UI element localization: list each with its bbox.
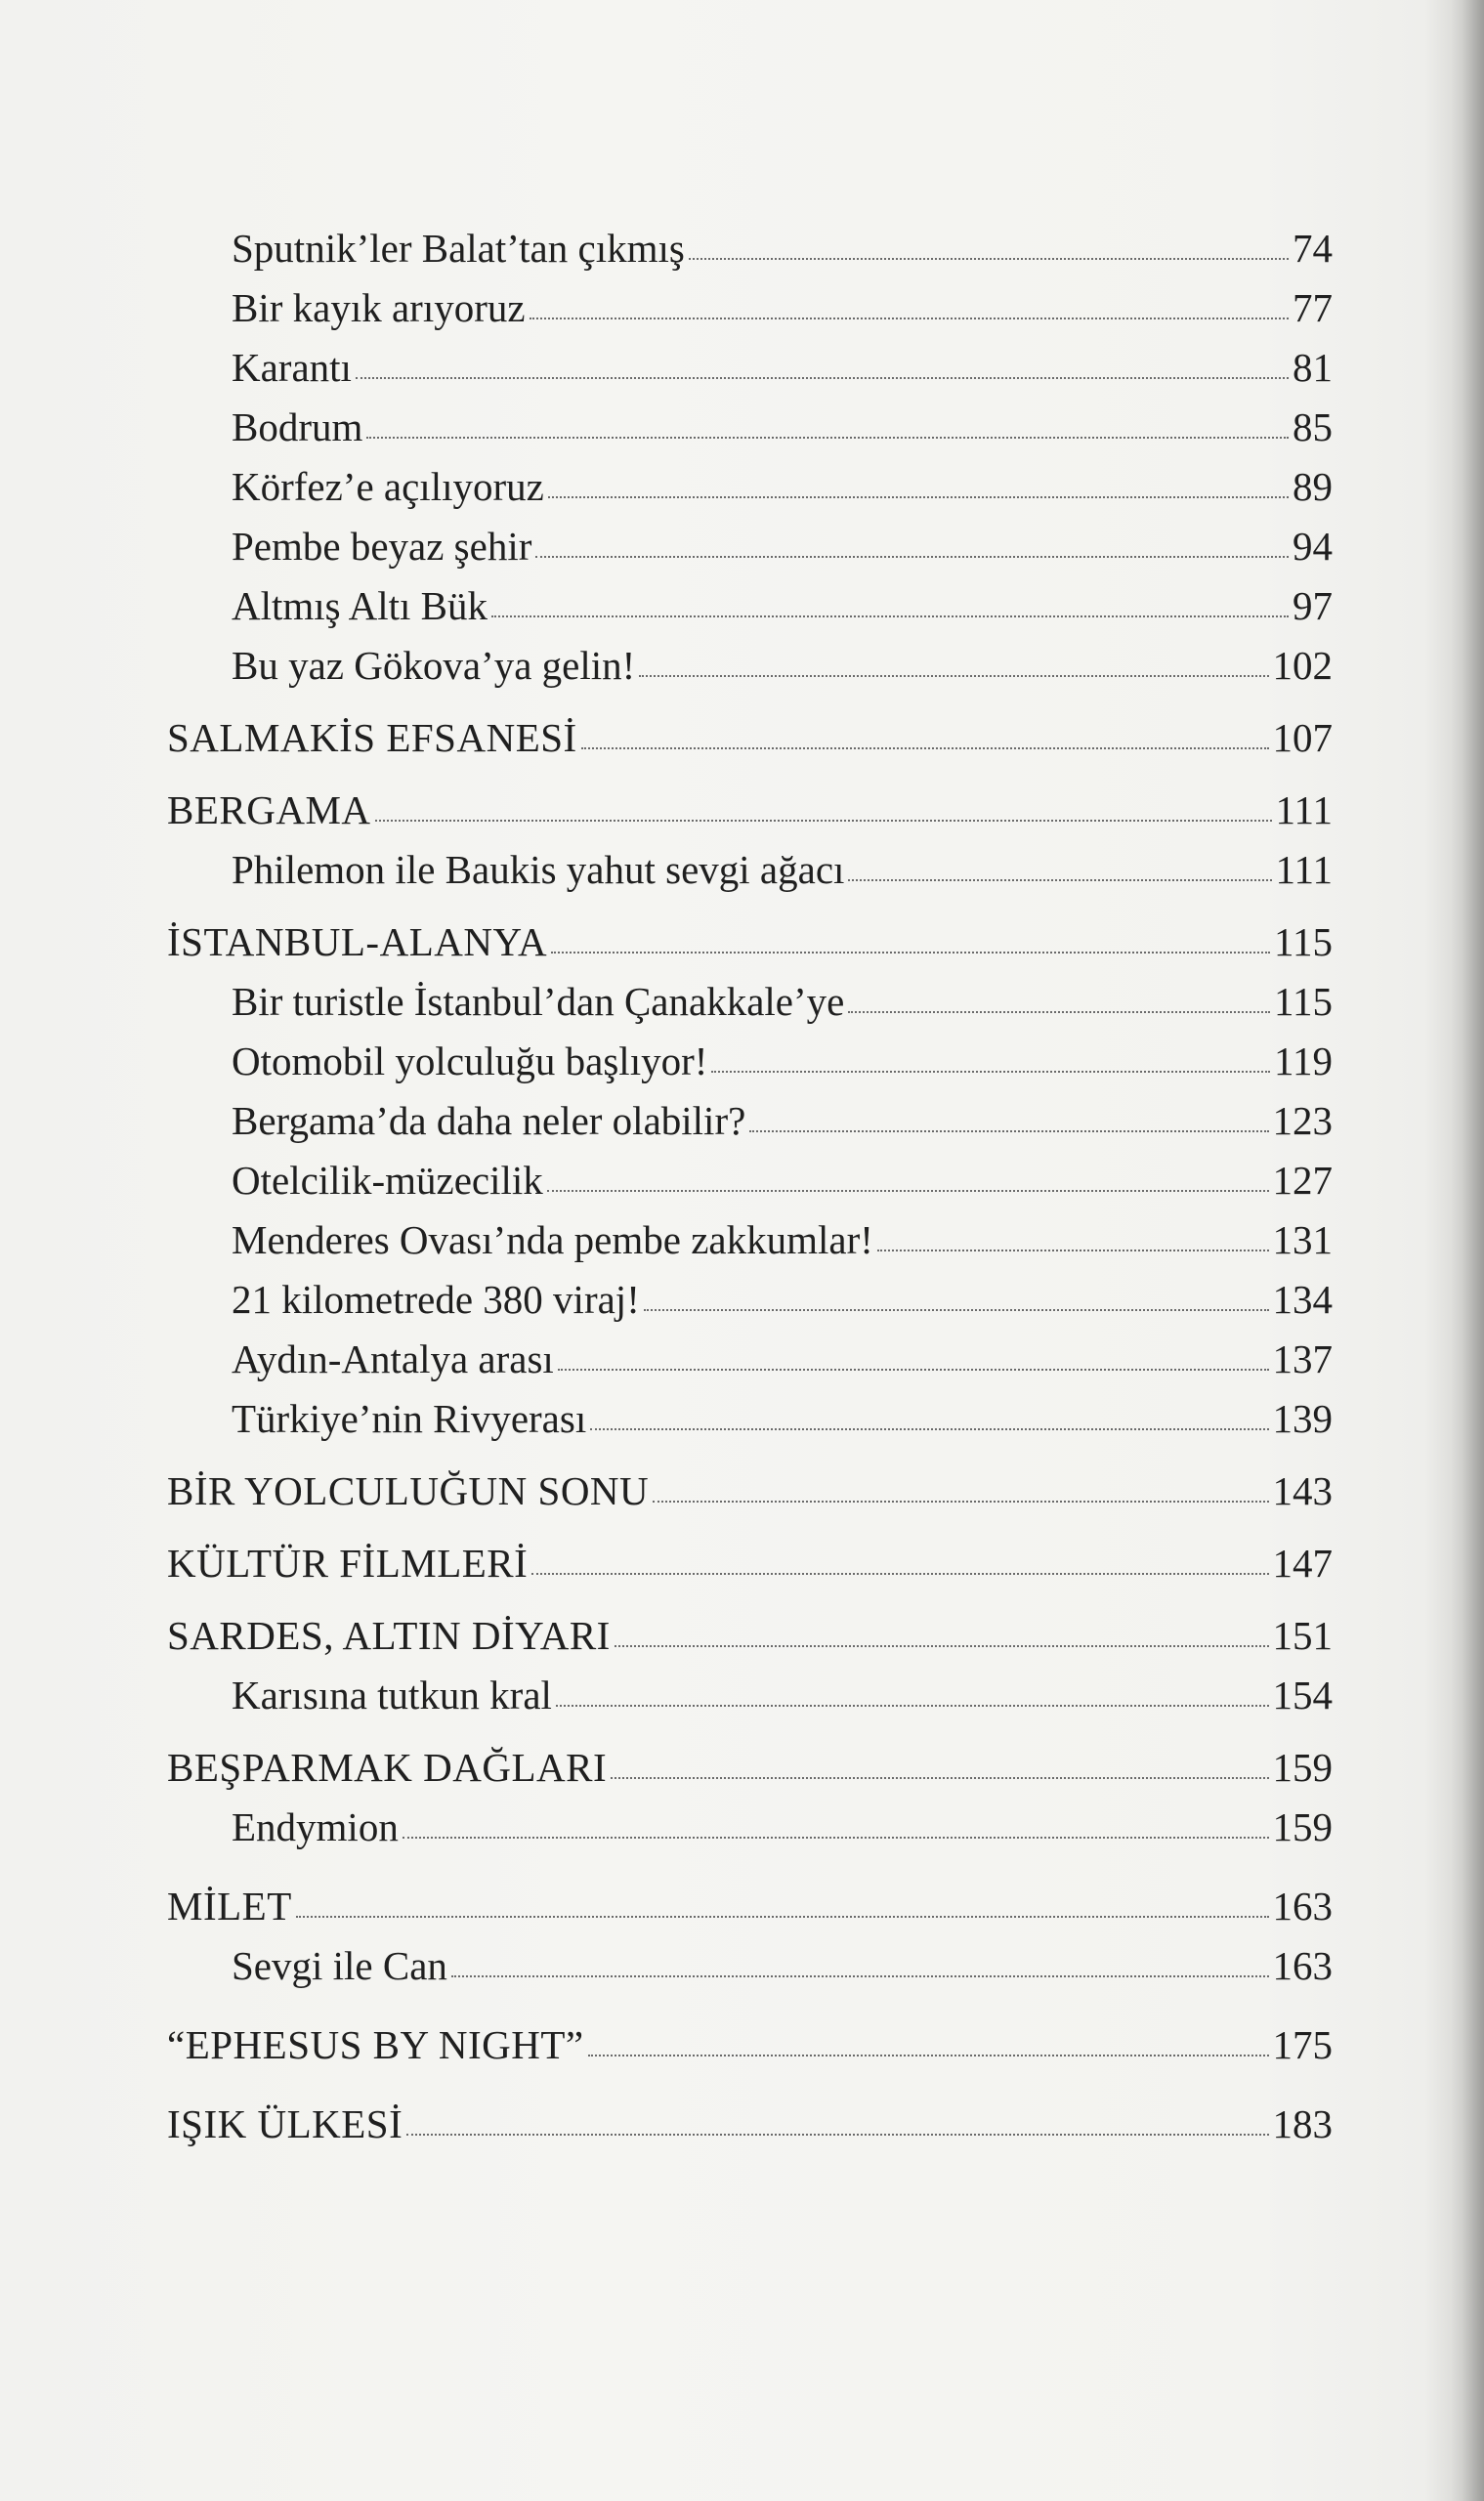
toc-section-entry (167, 1613, 1333, 1658)
toc-section-entry (167, 1541, 1333, 1586)
toc-subsection-entry (167, 404, 1333, 449)
toc-entry-title: Bodrum (232, 404, 363, 449)
dot-leader (588, 2055, 1269, 2056)
toc-subsection-entry (167, 1804, 1333, 1849)
toc-subsection-entry (167, 1943, 1333, 1988)
toc-entry-page-number: 159 (1272, 1804, 1333, 1849)
toc-subsection-entry (167, 583, 1333, 628)
dot-leader (547, 1190, 1269, 1192)
toc-entry-page-number: 159 (1272, 1745, 1333, 1790)
toc-entry-title: Altmış Altı Bük (232, 583, 488, 628)
toc-entry-title: MİLET (167, 1884, 292, 1929)
toc-entry-page-number: 111 (1275, 847, 1333, 892)
toc-entry-title: Bu yaz Gökova’ya gelin! (232, 643, 636, 688)
toc-subsection-entry (167, 1396, 1333, 1441)
dot-leader (611, 1777, 1268, 1779)
toc-subsection-entry (167, 464, 1333, 509)
toc-entry-title: BEŞPARMAK DAĞLARI (167, 1745, 608, 1790)
toc-entry-title: Körfez’e açılıyoruz (232, 464, 544, 509)
toc-section-entry (167, 2022, 1333, 2067)
dot-leader (711, 1071, 1270, 1073)
dot-leader (590, 1428, 1268, 1430)
toc-entry-page-number: 115 (1274, 919, 1333, 964)
toc-entry-title: Menderes Ovası’nda pembe zakkumlar! (232, 1217, 873, 1262)
toc-subsection-entry (167, 643, 1333, 688)
toc-entry-title: BERGAMA (167, 787, 371, 832)
toc-subsection-entry (167, 847, 1333, 892)
toc-entry-title: SARDES, ALTIN DİYARI (167, 1613, 611, 1658)
toc-entry-page-number: 81 (1293, 345, 1333, 390)
toc-entry-title: 21 kilometrede 380 viraj! (232, 1277, 640, 1322)
toc-entry-page-number: 163 (1272, 1943, 1333, 1988)
toc-section-entry (167, 1468, 1333, 1513)
toc-entry-title: Pembe beyaz şehir (232, 524, 532, 569)
toc-subsection-entry (167, 979, 1333, 1024)
dot-leader (689, 258, 1289, 260)
toc-entry-page-number: 94 (1293, 524, 1333, 569)
dot-leader (375, 820, 1272, 822)
dot-leader (639, 675, 1268, 677)
toc-entry-title: KÜLTÜR FİLMLERİ (167, 1541, 529, 1586)
dot-leader (848, 879, 1271, 881)
toc-entry-page-number: 85 (1293, 404, 1333, 449)
toc-subsection-entry (167, 1217, 1333, 1262)
toc-entry-title: Bir turistle İstanbul’dan Çanakkale’ye (232, 979, 845, 1024)
toc-entry-page-number: 97 (1293, 583, 1333, 628)
toc-entry-page-number: 147 (1272, 1541, 1333, 1586)
dot-leader (556, 1705, 1269, 1707)
toc-entry-page-number: 77 (1293, 285, 1333, 330)
toc-entry-title: Karısına tutkun kral (232, 1673, 552, 1717)
toc-entry-page-number: 163 (1272, 1884, 1333, 1929)
toc-subsection-entry (167, 1041, 1333, 1081)
dot-leader (749, 1130, 1268, 1132)
toc-entry-title: Otomobil yolculuğu başlıyor! (232, 1039, 708, 1083)
toc-subsection-entry (167, 524, 1333, 569)
toc-entry-page-number: 183 (1272, 2101, 1333, 2146)
dot-leader (451, 1975, 1269, 1977)
toc-section-entry (167, 1886, 1333, 1927)
toc-subsection-entry (167, 1098, 1333, 1143)
dot-leader (403, 1837, 1269, 1839)
toc-entry-page-number: 89 (1293, 464, 1333, 509)
dot-leader (356, 377, 1289, 379)
toc-entry-page-number: 74 (1293, 226, 1333, 271)
dot-leader (653, 1501, 1268, 1503)
toc-entry-title: İSTANBUL-ALANYA (167, 919, 548, 964)
toc-subsection-entry (167, 1336, 1333, 1381)
toc-entry-page-number: 127 (1272, 1158, 1333, 1203)
dot-leader (644, 1309, 1269, 1311)
dot-leader (548, 496, 1289, 498)
toc-entry-title: IŞIK ÜLKESİ (167, 2101, 403, 2146)
toc-entry-title: Aydın-Antalya arası (232, 1336, 554, 1381)
toc-section-entry (167, 787, 1333, 832)
toc-entry-page-number: 115 (1274, 979, 1333, 1024)
toc-entry-page-number: 111 (1275, 787, 1333, 832)
toc-subsection-entry (167, 1277, 1333, 1322)
toc-entry-title: Endymion (232, 1804, 399, 1849)
dot-leader (491, 615, 1289, 617)
dot-leader (535, 556, 1289, 558)
dot-leader (406, 2134, 1268, 2136)
toc-entry-title: “EPHESUS BY NIGHT” (167, 2022, 584, 2067)
toc-section-entry (167, 1745, 1333, 1790)
toc-entry-page-number: 143 (1272, 1468, 1333, 1513)
toc-subsection-entry (167, 345, 1333, 390)
page-edge-shadow (1451, 0, 1484, 2501)
toc-entry-page-number: 154 (1272, 1673, 1333, 1717)
toc-entry-title: Bergama’da daha neler olabilir? (232, 1098, 746, 1143)
dot-leader (581, 747, 1269, 749)
dot-leader (848, 1011, 1270, 1013)
toc-entry-title: Türkiye’nin Rivyerası (232, 1396, 587, 1441)
toc-entry-page-number: 107 (1272, 715, 1333, 760)
dot-leader (615, 1645, 1269, 1647)
toc-entry-page-number: 175 (1272, 2022, 1333, 2067)
toc-entry-title: Sevgi ile Can (232, 1943, 447, 1988)
toc-entry-page-number: 139 (1272, 1396, 1333, 1441)
toc-section-entry (167, 2101, 1333, 2146)
toc-entry-title: Sputnik’ler Balat’tan çıkmış (232, 226, 685, 271)
dot-leader (877, 1250, 1269, 1251)
toc-subsection-entry (167, 226, 1333, 271)
toc-entry-page-number: 102 (1272, 643, 1333, 688)
toc-entry-page-number: 137 (1272, 1336, 1333, 1381)
dot-leader (530, 318, 1289, 319)
toc-entry-page-number: 131 (1272, 1217, 1333, 1262)
toc-subsection-entry (167, 285, 1333, 330)
toc-entry-title: SALMAKİS EFSANESİ (167, 715, 577, 760)
toc-section-entry (167, 919, 1333, 964)
toc-subsection-entry (167, 1675, 1333, 1716)
toc-entry-title: Bir kayık arıyoruz (232, 285, 526, 330)
dot-leader (551, 952, 1270, 954)
dot-leader (296, 1916, 1269, 1918)
toc-section-entry (167, 715, 1333, 760)
dot-leader (558, 1369, 1269, 1371)
toc-entry-page-number: 123 (1272, 1098, 1333, 1143)
dot-leader (366, 437, 1289, 439)
toc-entry-page-number: 134 (1272, 1277, 1333, 1322)
toc-entry-page-number: 151 (1272, 1613, 1333, 1658)
dot-leader (531, 1573, 1268, 1575)
toc-entry-title: Philemon ile Baukis yahut sevgi ağacı (232, 847, 845, 892)
toc-subsection-entry (167, 1158, 1333, 1203)
toc-entry-title: Karantı (232, 345, 352, 390)
toc-entry-title: Otelcilik-müzecilik (232, 1158, 543, 1203)
toc-entry-page-number: 119 (1274, 1039, 1333, 1083)
toc-entry-title: BİR YOLCULUĞUN SONU (167, 1468, 650, 1513)
